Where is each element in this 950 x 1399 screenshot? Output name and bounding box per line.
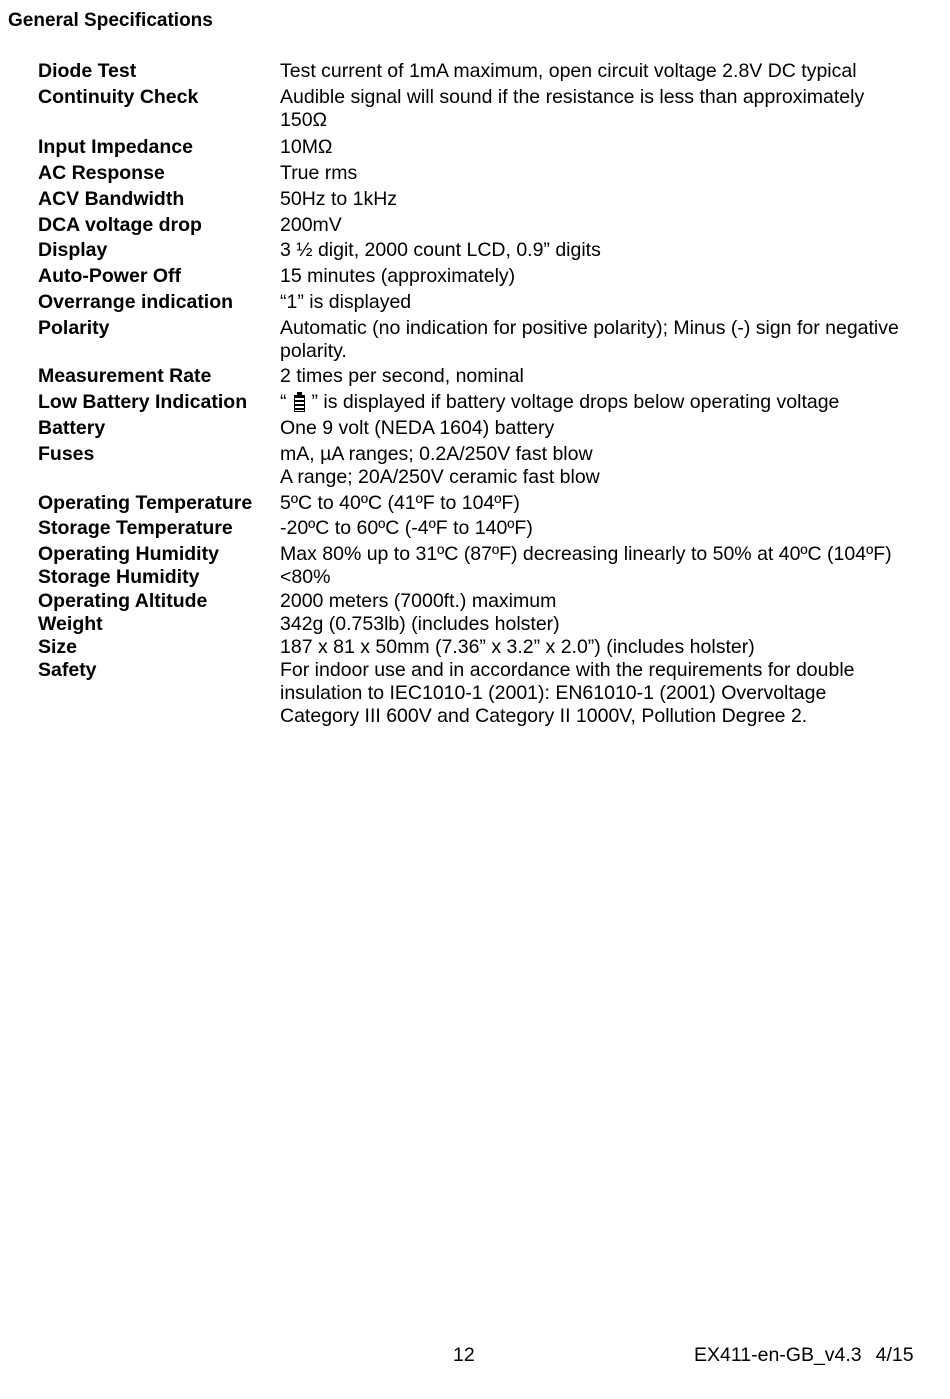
spec-value: Automatic (no indication for positive polarity); Minus (-) sign for negative polarity. (280, 317, 899, 362)
spec-value: -20ºC to 60ºC (-4ºF to 140ºF) (280, 517, 533, 539)
spec-label: Overrange indication (38, 291, 234, 313)
spec-label: Diode Test (38, 60, 137, 82)
spec-value: Max 80% up to 31ºC (87ºF) decreasing linearly to 50% at 40ºC (104ºF) (280, 543, 892, 565)
spec-label: Auto-Power Off (38, 265, 181, 287)
spec-label: DCA voltage drop (38, 214, 202, 236)
spec-value: “1” is displayed (280, 291, 412, 313)
document-footer (694, 1344, 914, 1367)
spec-label: Operating Temperature (38, 492, 253, 514)
spec-value: One 9 volt (NEDA 1604) battery (280, 417, 555, 439)
spec-label: Low Battery Indication (38, 391, 248, 413)
spec-value: For indoor use and in accordance with the requirements for double insulation to IEC1010-1 (2001): EN61010-1 (2001) Overvoltage Category III 600V and Category II 1000V, Pollution Degree 2. (280, 659, 855, 727)
spec-label: Storage Humidity (38, 566, 200, 588)
spec-value: True rms (280, 162, 358, 184)
spec-label: Input Impedance (38, 136, 193, 158)
page-title: General Specifications (8, 10, 213, 31)
spec-value: “ ” is displayed if battery voltage drops below operating voltage (280, 391, 840, 413)
spec-value: 10MΩ (280, 136, 333, 158)
spec-value: 3 ½ digit, 2000 count LCD, 0.9” digits (280, 239, 601, 261)
spec-value: Test current of 1mA maximum, open circuit voltage 2.8V DC typical (280, 60, 857, 82)
spec-value: 2000 meters (7000ft.) maximum (280, 590, 557, 612)
spec-value: mA, µA ranges; 0.2A/250V fast blow A range; 20A/250V ceramic fast blow (280, 443, 600, 488)
spec-value: Audible signal will sound if the resistance is less than approximately 150Ω (280, 86, 865, 131)
spec-label: Polarity (38, 317, 110, 339)
spec-label: Storage Temperature (38, 517, 233, 539)
spec-label: ACV Bandwidth (38, 188, 185, 210)
spec-value: 2 times per second, nominal (280, 365, 524, 387)
spec-label: Display (38, 239, 108, 261)
spec-value: 5ºC to 40ºC (41ºF to 104ºF) (280, 492, 520, 514)
spec-label: Fuses (38, 443, 95, 465)
spec-value: 15 minutes (approximately) (280, 265, 516, 287)
spec-label: Continuity Check (38, 86, 199, 108)
document-id: EX411-en-GB_v4.3 (694, 1344, 862, 1366)
spec-label: Operating Humidity (38, 543, 219, 565)
spec-value: <80% (280, 566, 331, 588)
spec-label: Size (38, 636, 78, 658)
spec-label: Measurement Rate (38, 365, 212, 387)
spec-label: Battery (38, 417, 106, 439)
spec-value: 187 x 81 x 50mm (7.36” x 3.2” x 2.0”) (includes holster) (280, 636, 755, 658)
spec-value: 200mV (280, 214, 342, 236)
spec-label: Weight (38, 613, 103, 635)
battery-low-icon (294, 392, 305, 412)
page-number: 12 (453, 1344, 475, 1366)
page-of: 4/15 (875, 1344, 914, 1366)
spec-value: 50Hz to 1kHz (280, 188, 398, 210)
spec-label: Operating Altitude (38, 590, 208, 612)
spec-label: AC Response (38, 162, 165, 184)
spec-value: 342g (0.753lb) (includes holster) (280, 613, 560, 635)
spec-label: Safety (38, 659, 97, 681)
